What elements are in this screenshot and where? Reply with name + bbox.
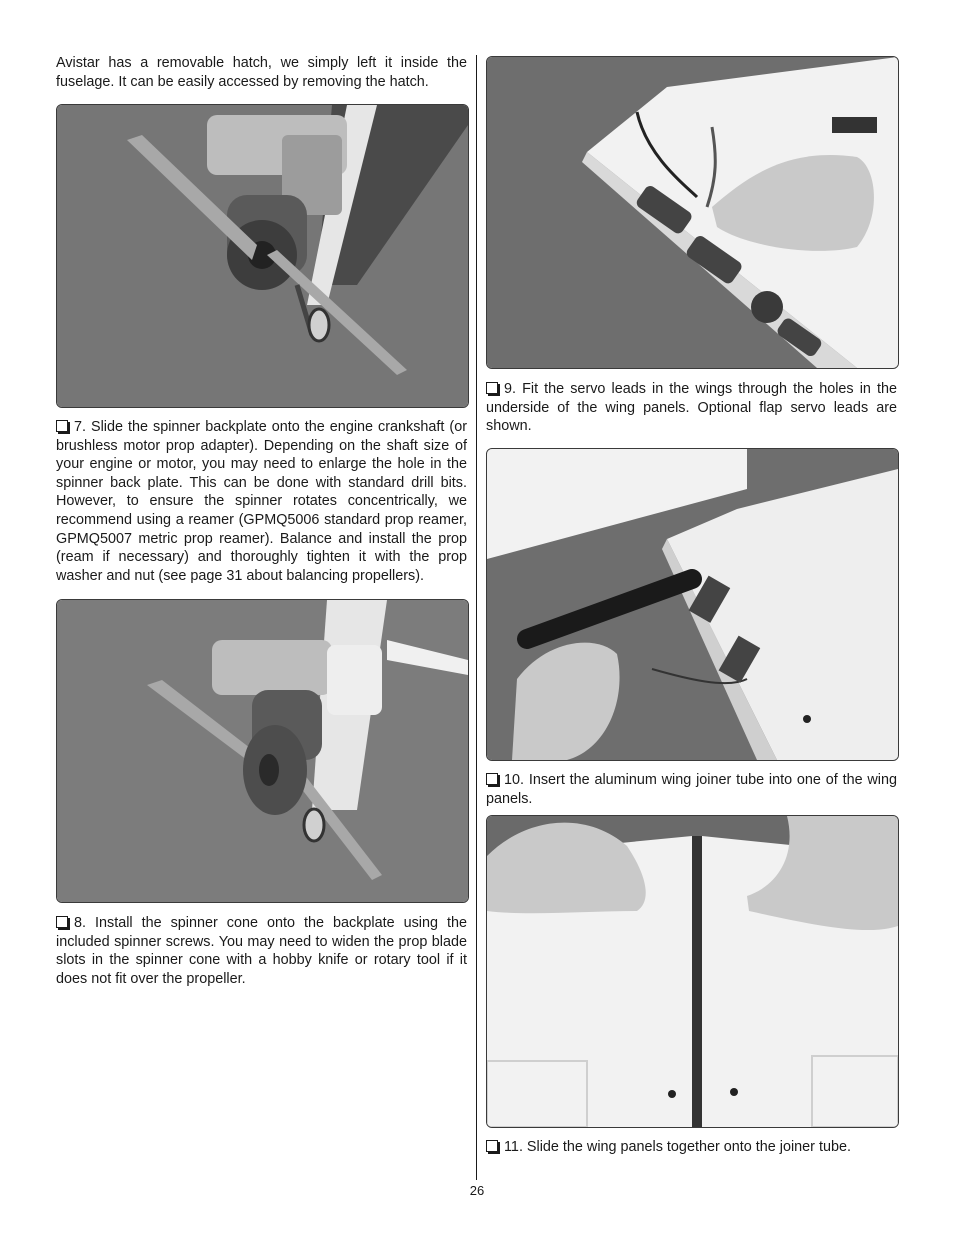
- step-9-paragraph: [486, 380, 897, 436]
- wing-panels-joined-photo: [486, 815, 899, 1128]
- column-divider: [476, 55, 477, 1180]
- step-11-paragraph: [486, 1138, 897, 1157]
- step-7-paragraph: [56, 418, 467, 585]
- step-8-text: 8. Install the spinner cone onto the backplate using the included spinner screws. You may need to widen the prop blade slots in the spinner cone with a hobby knife or rotary tool if it does not fit over the propeller.: [56, 915, 467, 987]
- servo-leads-photo: [486, 56, 899, 369]
- joiner-tube-photo: [486, 448, 899, 761]
- step-9-text: 9. Fit the servo leads in the wings through the holes in the underside of the wing panels. Optional flap servo leads are shown.: [486, 381, 897, 435]
- page-number: 26: [469, 1183, 485, 1198]
- step-10-paragraph: [486, 771, 897, 808]
- intro-paragraph: Avistar has a removable hatch, we simply left it inside the fuselage. It can be easily accessed by removing the hatch.: [56, 55, 467, 90]
- step-11-text: 11. Slide the wing panels together onto the joiner tube.: [504, 1139, 851, 1155]
- step-7-text: 7. Slide the spinner backplate onto the engine crankshaft (or brushless motor prop adapter). Depending on the shaft size of your engine or motor, you may need to enlarge the hole in the spinner back plate. This can be done with standard drill bits. However, to ensure the spinner rotates concentrically, we recommend using a reamer (GPMQ5006 standard prop reamer, GPMQ5007 metric prop reamer). Balance and install the prop (ream if necessary) and thoroughly tighten it with the prop washer and nut (see page 31 about balancing propellers).: [56, 419, 467, 584]
- step-11-checkbox[interactable]: [486, 1140, 498, 1152]
- spinner-cone-photo: [56, 599, 469, 903]
- step-10-text: 10. Insert the aluminum wing joiner tube into one of the wing panels.: [486, 772, 897, 807]
- step-9-checkbox[interactable]: [486, 382, 498, 394]
- step-10-checkbox[interactable]: [486, 773, 498, 785]
- step-7-checkbox[interactable]: [56, 420, 68, 432]
- step-8-checkbox[interactable]: [56, 916, 68, 928]
- step-8-paragraph: [56, 914, 467, 988]
- engine-propeller-photo: [56, 104, 469, 408]
